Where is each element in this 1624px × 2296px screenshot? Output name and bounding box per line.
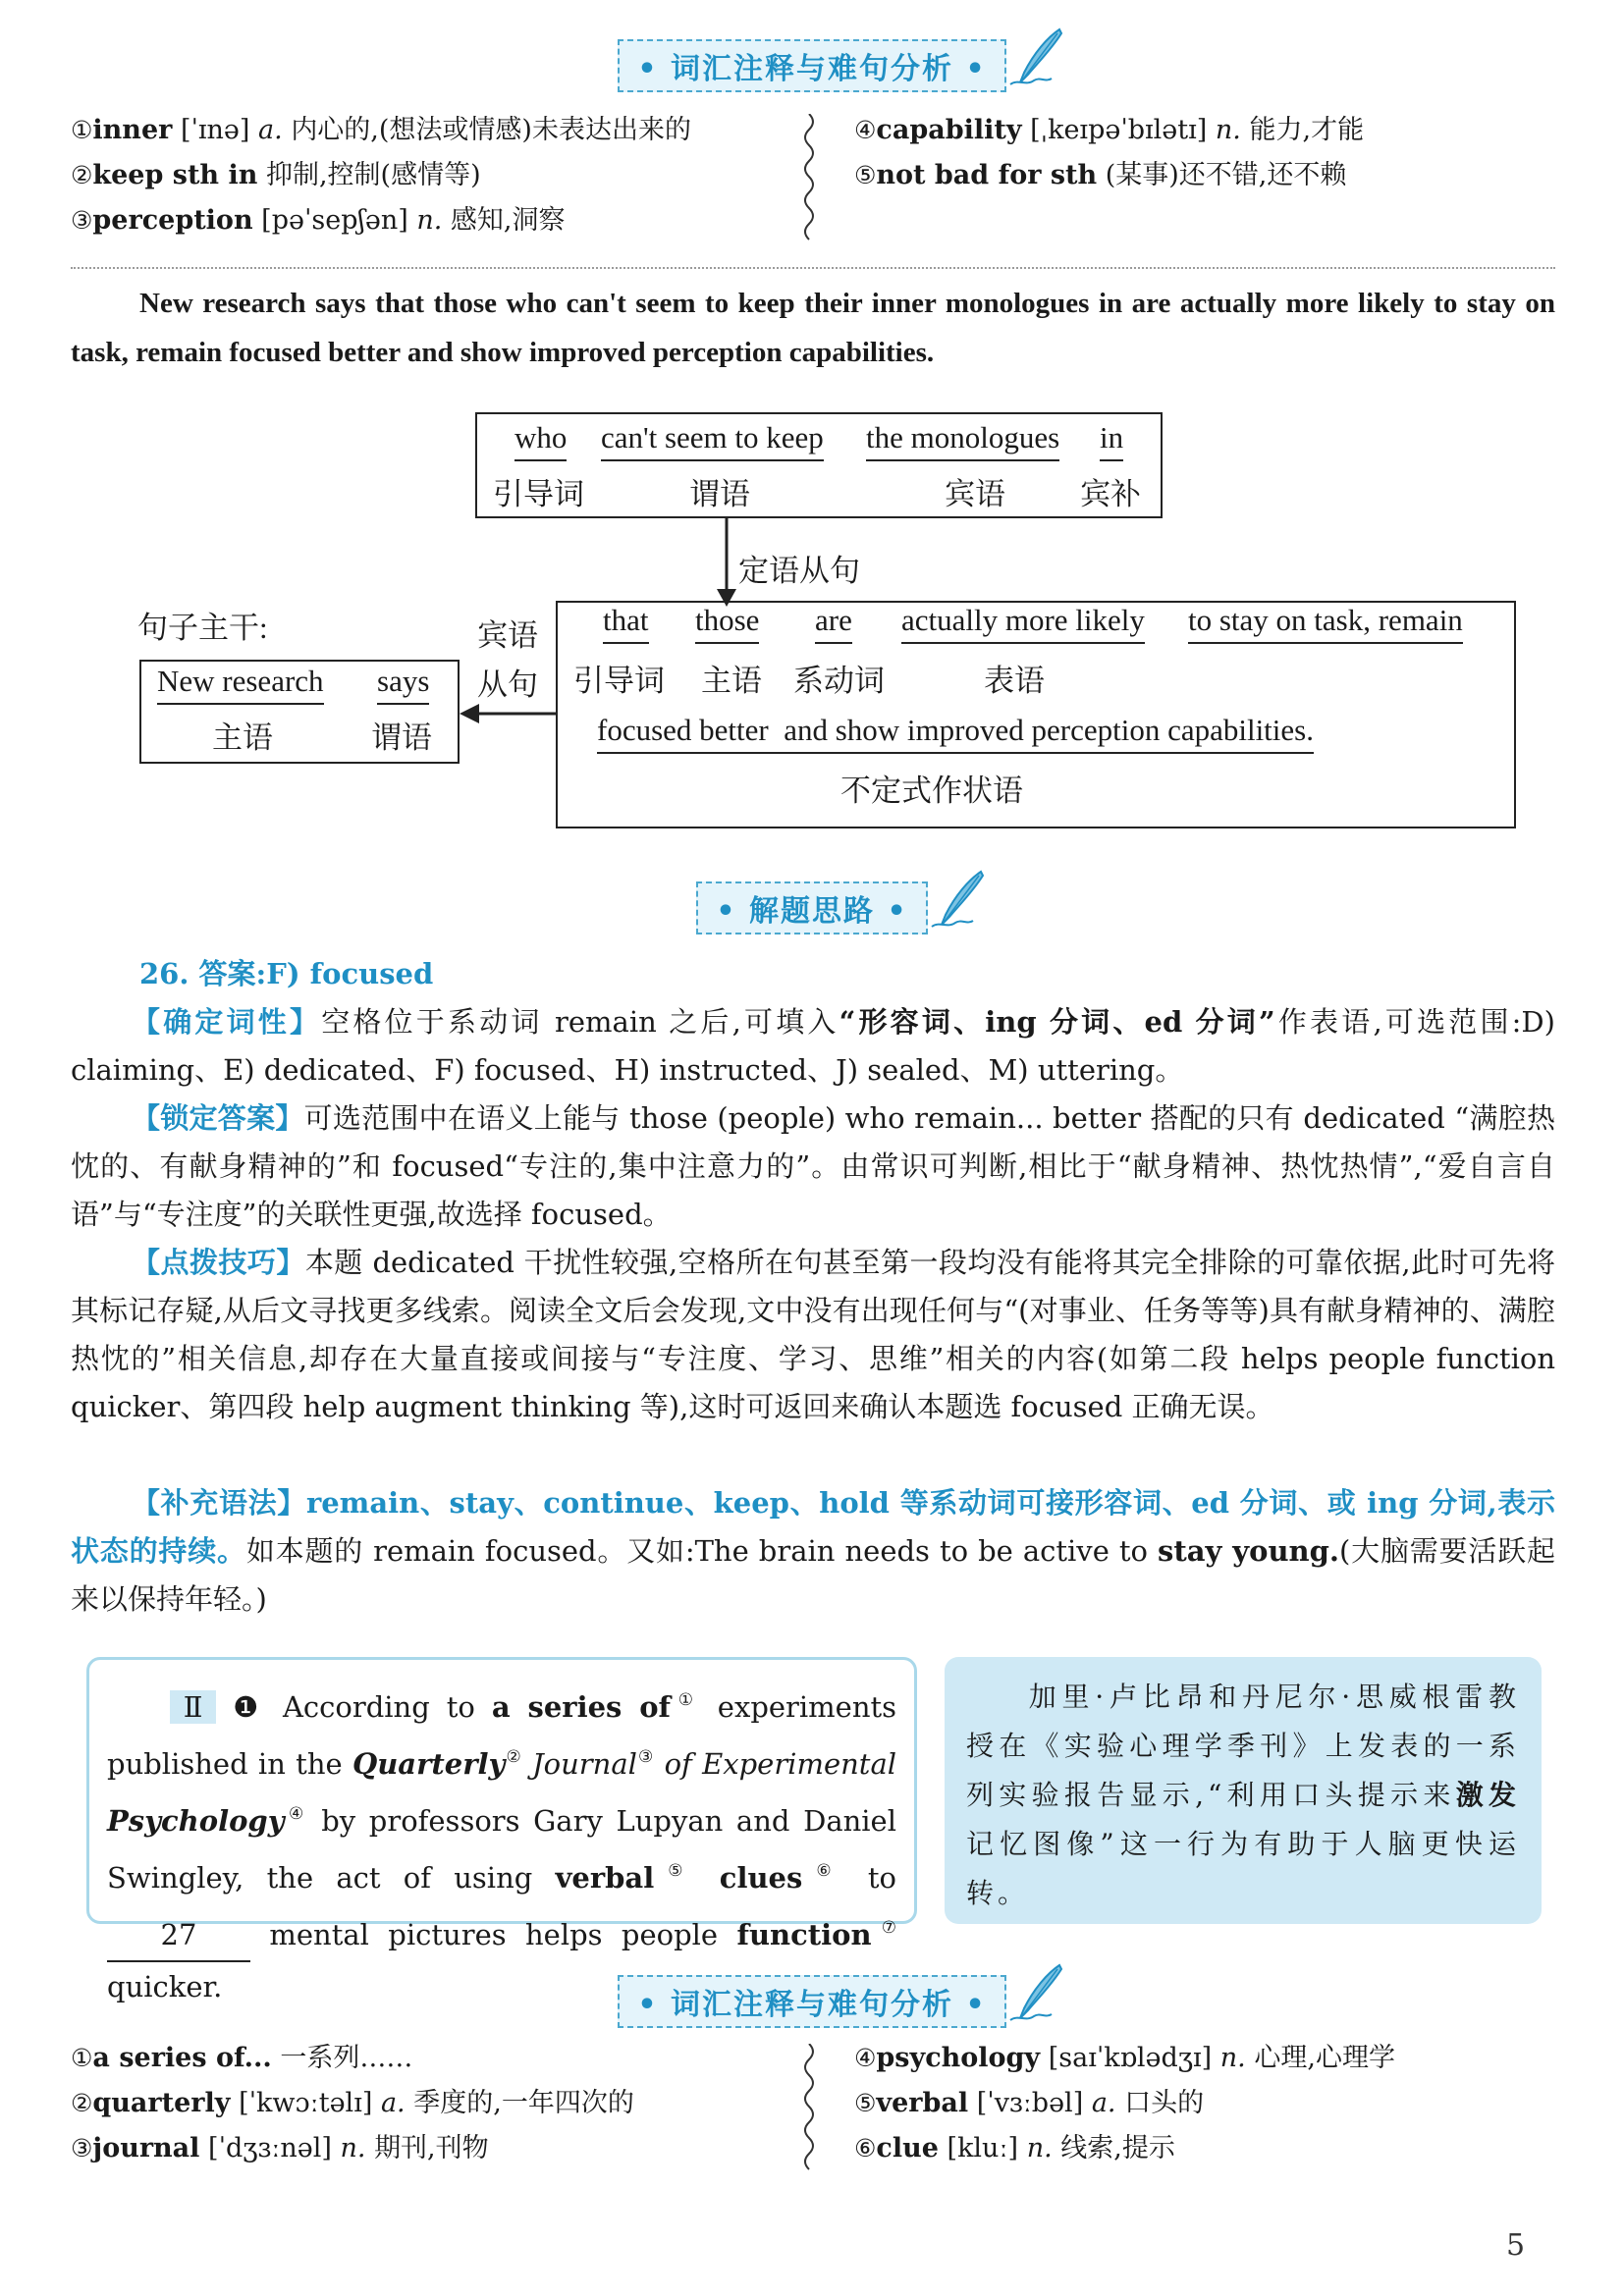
diagram-word: to stay on task, remain (1188, 603, 1463, 644)
translation-box: 加里·卢比昂和丹尼尔·思威根雷教授在《实验心理学季刊》上发表的一系列实验报告显示,“利用口头提示来激发记忆图像”这一行为有助于人脑更快运转。 (945, 1657, 1542, 1924)
vocab-item: ②keep sth in 抑制,控制(感情等) (71, 160, 481, 190)
attributive-clause-label: 定语从句 (738, 554, 860, 588)
vocab-item: ③journal [ˈdʒɜːnəl] n. 期刊,刊物 (71, 2133, 489, 2163)
diagram-word: says (377, 664, 429, 705)
answer-heading: 26. 答案:F) focused (139, 957, 434, 990)
quill-icon (1008, 1963, 1065, 2024)
sentence-number-icon: ❶ (233, 1690, 266, 1724)
vocab-list-left (71, 2036, 634, 2171)
object-clause-label: 从句 (477, 667, 538, 702)
diagram-role: 宾补 (1080, 477, 1141, 511)
vocab-item: ①a series of... 一系列…… (71, 2043, 413, 2073)
answer-paragraph-2: 【锁定答案】可选范围中在语义上能与 those (people) who remain... better 搭配的只有 dedicated “满腔热忱的、有献身精神的”和 focused“专注的,集中注意力的”。由常识可判断,相比于“献身精神、热忱热情”,“爱自言自语”与“专注度”的关联性更强,故选择 focused。 (71, 1101, 1555, 1231)
diagram-role: 引导词 (493, 477, 584, 511)
answer-blank[interactable]: 27 (107, 1910, 250, 1962)
wave-divider (799, 2044, 819, 2171)
diagram-word: in (1100, 420, 1123, 461)
banner-title: • 词汇注释与难句分析 • (637, 1988, 987, 2022)
diagram-word: New research (157, 664, 324, 705)
difficult-sentence: New research says that those who can't seem to keep their inner monologues in are actually more likely to stay on task, remain focused better and show improved perception capabilities. (71, 288, 1555, 368)
quill-icon (930, 870, 987, 931)
diagram-word: can't seem to keep (601, 420, 824, 461)
diagram-word: the monologues (866, 420, 1059, 461)
banner-title: • 解题思路 • (716, 894, 908, 929)
left-arrow-icon (460, 701, 558, 726)
diagram-role: 谓语 (371, 721, 432, 755)
diagram-role: 不定式作状语 (840, 774, 1023, 808)
diagram-word: are (815, 603, 852, 644)
vocab-item: ①inner [ˈɪnə] a. 内心的,(想法或情感)未表达出来的 (71, 115, 691, 145)
vocab-item: ③perception [pəˈsepʃən] n. 感知,洞察 (71, 205, 566, 236)
diagram-role: 谓语 (689, 477, 750, 511)
diagram-role: 表语 (984, 664, 1045, 698)
down-arrow-icon (715, 518, 738, 609)
section-banner-vocab-1 (0, 41, 1624, 90)
vocab-item: ⑤verbal [ˈvɜːbəl] a. 口头的 (854, 2088, 1205, 2118)
section-banner-solution (0, 883, 1624, 933)
diagram-word: focused better and show improved perception capabilities. (597, 713, 1314, 754)
diagram-role: 主语 (701, 664, 762, 698)
object-clause-label: 宾语 (477, 618, 538, 653)
vocab-item: ⑥clue [kluː] n. 线索,提示 (854, 2133, 1175, 2163)
dotted-divider (71, 267, 1555, 269)
passage-box: Ⅱ ❶ According to a series of① experiments published in the Quarterly② Journal③ of Experimental Psychology④ by professors Gary Lupyan and Daniel Swingley, the act of using verbal⑤ clues⑥ to 27 mental pictures helps people function⑦ quicker. (86, 1657, 917, 1924)
diagram-role: 宾语 (945, 477, 1005, 511)
diagram-role: 系动词 (793, 664, 885, 698)
diagram-word: who (514, 420, 567, 461)
diagram-role: 引导词 (573, 664, 665, 698)
answer-paragraph-1: 【确定词性】空格位于系动词 remain 之后,可填入“形容词、ing 分词、ed 分词”作表语,可选范围:D) claiming、E) dedicated、F) focused、H) instructed、J) sealed、M) uttering。 (71, 1005, 1555, 1087)
answer-paragraph-3: 【点拨技巧】本题 dedicated 干扰性较强,空格所在句甚至第一段均没有能将其完全排除的可靠依据,此时可先将其标记存疑,从后文寻找更多线索。阅读全文后会发现,文中没有出现任何与“(对事业、任务等等)具有献身精神的、满腔热忱的”相关信息,却存在大量直接或间接与“专注度、学习、思维”相关的内容(如第二段 helps people function quicker、第四段 help augment thinking 等),这时可返回来确认本题选 focused 正确无误。 (71, 1246, 1555, 1423)
section-number: Ⅱ (170, 1690, 216, 1724)
answer-title (71, 950, 1555, 998)
vocab-list-left (71, 108, 691, 243)
vocab-item: ④capability [ˌkeɪpəˈbɪlətɪ] n. 能力,才能 (854, 115, 1365, 145)
page-number: 5 (1506, 2228, 1526, 2263)
diagram-word: those (695, 603, 759, 644)
section-banner-vocab-2 (0, 1977, 1624, 2026)
vocab-item: ④psychology [saɪˈkɒlədʒɪ] n. 心理,心理学 (854, 2043, 1395, 2073)
vocab-item: ⑤not bad for sth (某事)还不错,还不赖 (854, 160, 1347, 190)
banner-title: • 词汇注释与难句分析 • (637, 52, 987, 86)
vocab-list-right (854, 2036, 1395, 2171)
vocab-item: ②quarterly [ˈkwɔːtəlɪ] a. 季度的,一年四次的 (71, 2088, 634, 2118)
diagram-word: actually more likely (901, 603, 1145, 644)
answer-paragraph-4: 【补充语法】remain、stay、continue、keep、hold 等系动词可接形容词、ed 分词、或 ing 分词,表示状态的持续。如本题的 remain focused。又如:The brain needs to be active to stay young.(大脑需要活跃起来以保持年轻。) (71, 1486, 1555, 1616)
diagram-word: that (603, 603, 649, 644)
main-clause-label: 句子主干: (137, 611, 268, 645)
diagram-role: 主语 (212, 721, 273, 755)
vocab-list-right (854, 108, 1364, 198)
quill-icon (1008, 27, 1065, 88)
wave-divider (799, 114, 819, 241)
